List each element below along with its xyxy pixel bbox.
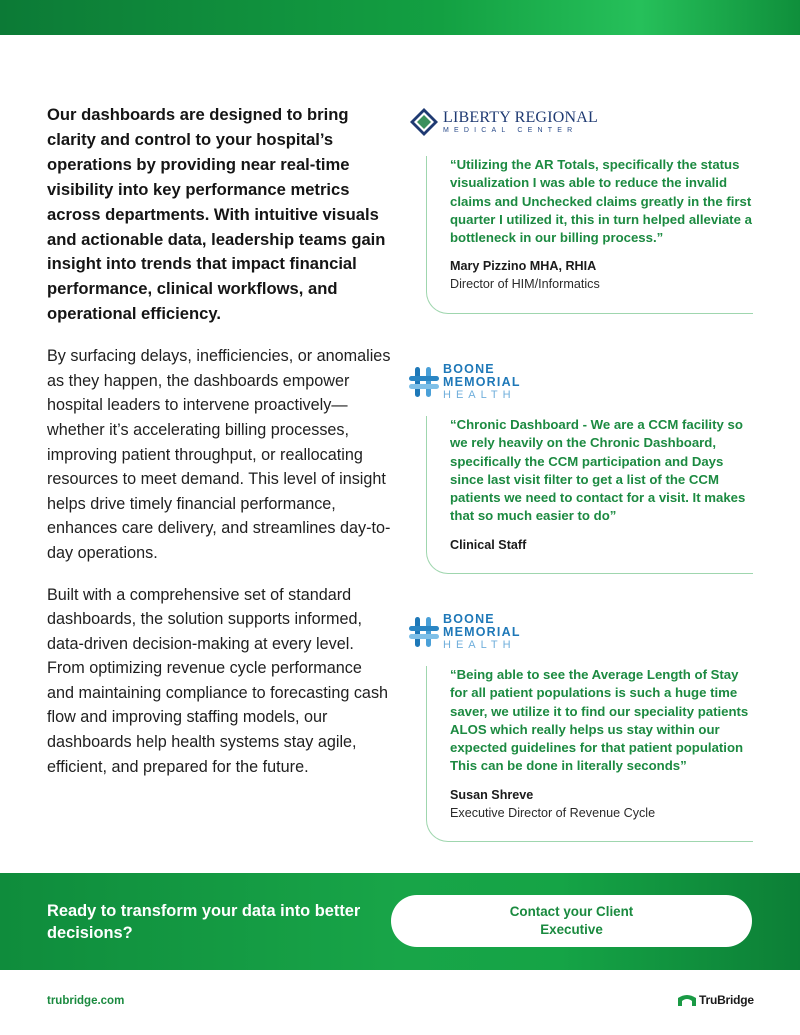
testimonial-role: Director of HIM/Informatics (450, 277, 600, 292)
testimonial-role: Executive Director of Revenue Cycle (450, 805, 656, 820)
testimonial-person: Susan Shreve (450, 787, 534, 802)
testimonial-quote: “Chronic Dashboard - We are a CCM facility so we rely heavily on the Chronic Dashboard, specifically the CCM participation and Days since last visit filter to get a list of the CCM patients we need to contact for a visit. It makes that so much easier to do” (450, 417, 746, 524)
boone-logo-line2: MEMORIAL (443, 374, 521, 389)
body-paragraph-2: Built with a comprehensive set of standard dashboards, the solution supports informed, data-driven decision-making at every level. From optimizing revenue cycle performance and maintaining compliance to forecasting cash flow and improving staffing models, our dashboards help health systems stay agile, efficient, and prepared for the future. (47, 585, 389, 776)
boone-logo-line2: MEMORIAL (443, 624, 521, 639)
trubridge-logo-text: TruBridge (699, 993, 754, 1007)
testimonial-card (426, 666, 800, 842)
testimonial-card (426, 416, 800, 574)
liberty-logo-subtitle: MEDICAL CENTER (443, 126, 578, 134)
trubridge-logo (678, 993, 754, 1007)
liberty-regional-logo (409, 100, 800, 144)
boone-logo-line1: BOONE (443, 361, 495, 376)
boone-cross-icon (409, 365, 439, 399)
top-green-band (0, 0, 800, 35)
boone-memorial-logo (409, 360, 800, 404)
trubridge-bridge-icon (678, 994, 696, 1006)
intro-paragraph: Our dashboards are designed to bring clarity and control to your hospital’s operations by providing near real-time visibility into key performance metrics across departments. With intuitive visuals and actionable data, leadership teams gain insight into trends that impact financial performance, clinical workflows, and operational efficiency. (47, 105, 386, 324)
boone-memorial-logo (409, 610, 800, 654)
boone-cross-icon (409, 615, 439, 649)
cta-headline: Ready to transform your data into better decisions? (47, 902, 361, 942)
liberty-diamond-icon (409, 107, 439, 137)
boone-logo-line3: HEALTH (443, 638, 516, 651)
footer-website-link[interactable]: trubridge.com (47, 995, 125, 1007)
boone-logo-line1: BOONE (443, 611, 495, 626)
testimonial-quote: “Being able to see the Average Length of Stay for all patient populations is such a huge time saver, we utilize it to find our speciality patients ALOS which really helps us stay within our expected guidelines for that patient population This can be done in literally seconds” (450, 667, 749, 774)
main-copy (47, 103, 392, 779)
testimonial-person: Mary Pizzino MHA, RHIA (450, 259, 597, 274)
testimonial-liberty (409, 100, 800, 314)
testimonial-quote: “Utilizing the AR Totals, specifically the status visualization I was able to reduce the invalid claims and Unchecked claims greatly in the first quarter I utilized it, this in turn helped alleviate a bottleneck in our billing process.” (450, 157, 752, 246)
liberty-logo-name: LIBERTY REGIONAL (443, 108, 598, 126)
cta-button-label: Contact your Client Executive (509, 904, 634, 937)
testimonial-boone-2 (409, 610, 800, 840)
testimonial-boone-1 (409, 360, 800, 570)
testimonial-person: Clinical Staff (450, 537, 527, 552)
boone-logo-line3: HEALTH (443, 388, 516, 401)
testimonial-card (426, 156, 800, 314)
body-paragraph-1: By surfacing delays, inefficiencies, or anomalies as they happen, the dashboards empower hospital leaders to intervene proactively—whether it’s accelerating billing processes, improving patient throughput, or reallocating resources to meet demand. This level of insight helps drive timely financial performance, enhances care delivery, and streamlines day-to-day operations. (47, 347, 391, 562)
testimonials-column (409, 100, 800, 840)
contact-client-executive-button[interactable] (391, 895, 752, 947)
